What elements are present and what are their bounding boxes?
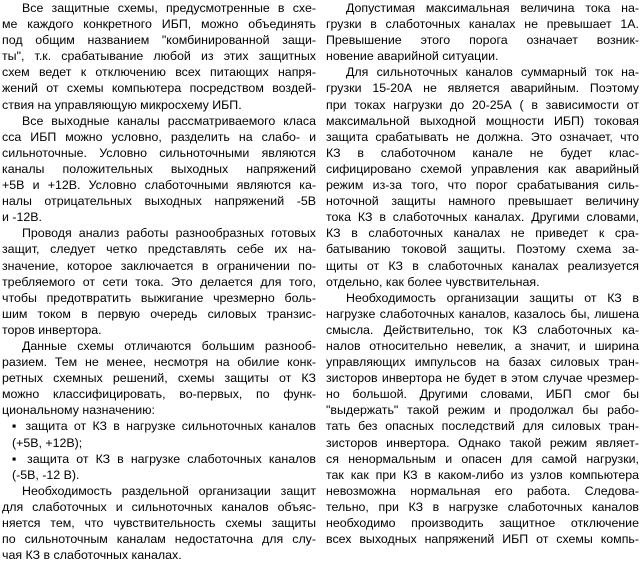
text-line: сса ИБП можно условно, разделить на слабо- и (2, 129, 316, 144)
text-line: чтобы предотвратить выжигание чрезмерно боль- (2, 290, 316, 305)
text-line: Необходимость организации защиты от КЗ в (346, 290, 639, 305)
text-line: ме каждого конкретного ИБП, можно объединять (2, 17, 316, 32)
text-line: сифицировано схемой управления как аварийный (326, 161, 639, 176)
text-line: но большой. Другими словами, ИБП смог бы (326, 387, 639, 402)
text-line: необходимо производить защитное отключение (326, 516, 639, 530)
text-line: Необходимость раздельной организации защит (22, 483, 316, 498)
text-line: ретных схемных решений, схемы защиты от КЗ (2, 371, 316, 386)
text-line: нагрузке слаботочных каналов, казалось бы, лишена (326, 306, 639, 321)
text-line: щиты от КЗ в слаботочных каналах реализуется (326, 258, 639, 273)
text-line: +5В и +12В. Условно слаботочными являются ка- (2, 178, 316, 193)
text-line: схем ведет к отключению всех питающих напря- (2, 65, 316, 80)
left-column (2, 0, 316, 563)
right-column (326, 0, 639, 547)
text-line: зисторов инвертора не будет в этом случае чрезмер- (326, 371, 639, 386)
text-line: максимальной выходной мощности ИБП) токовая (326, 113, 639, 128)
text-line: ся ненормальным и опасен для самой нагрузки, (326, 451, 639, 466)
text-line: управляющих импульсов на базах силовых тран- (326, 355, 639, 370)
text-line: можно классифицировать, во-первых, по функ- (2, 387, 316, 402)
text-line: жений от схемы компьютера посредством воздей- (2, 81, 316, 96)
text-line: торов инвертора. (2, 322, 102, 337)
text-line: сильноточные. Условно сильноточными являются (2, 145, 316, 160)
text-line: КЗ в слаботочном канале не будет клас- (326, 145, 639, 160)
text-line: "выдержать" такой режим и продолжал бы рабо- (326, 403, 639, 418)
text-line: так как при КЗ в каком-либо из узлов компьютера (326, 467, 639, 482)
text-line: режим из-за того, что порог срабатывания силь- (326, 178, 639, 193)
text-line: Для сильноточных каналов суммарный ток на- (346, 65, 639, 80)
text-line: КЗ в слаботочных каналах не приведет к сра- (326, 226, 639, 241)
text-line: налы отрицательных выходных напряжений -5В (2, 194, 316, 209)
text-line: ты", т.к. срабатывание любой из этих защитных (2, 49, 316, 64)
text-line: для слаботочных и сильноточных каналов объяс- (2, 499, 316, 514)
text-line: и -12В. (2, 210, 42, 225)
text-line: налов относительно невелик, а значит, и ширина (326, 338, 639, 353)
text-line: значение, которое заключается в ограничении по- (2, 258, 316, 273)
text-line: Данные схемы отличаются большим разнооб- (22, 338, 316, 353)
text-line: тать без опасных последствий для силовых тран- (326, 419, 639, 434)
text-line: под общим названием "комбинированной защи- (2, 33, 316, 48)
text-line: Превышение этого порога означает возник- (326, 33, 639, 48)
text-line: чая КЗ в слаботочных каналах. (2, 548, 182, 563)
text-line: Проводя анализ работы разнообразных готовых (22, 226, 316, 241)
text-line: защит, следует четко представлять себе их на- (2, 242, 316, 257)
text-line: новение аварийной ситуации. (326, 49, 499, 64)
text-line: всех выходных напряжений ИБП от схемы компь- (326, 532, 639, 547)
text-line: грузки 15-20А не является аварийным. Поэтому (326, 81, 639, 96)
text-line: защита срабатывать не должна. Это означает, что (326, 129, 639, 144)
text-line: батыванию токовой защиты. Поэтому схема за- (326, 242, 639, 257)
text-line: требляемого от сети тока. Это делается для того, (2, 274, 316, 289)
text-line: невозможна нормальная его работа. Следова- (326, 483, 639, 498)
text-line: ▪ защита от КЗ в нагрузке слаботочных каналов (12, 451, 316, 466)
text-line: (+5В, +12В); (12, 435, 83, 450)
text-line: тельно, при КЗ в нагрузке слаботочных каналов (326, 499, 639, 514)
text-line: циональному назначению: (2, 403, 155, 418)
text-line: каналы положительных выходных напряжений (2, 161, 316, 176)
text-line: няется тем, что чувствительность схемы защиты (2, 516, 316, 530)
text-line: смысла. Действительно, ток КЗ слаботочных ка- (326, 322, 639, 337)
text-line: шим током в первую очередь силовых транзис- (2, 306, 316, 321)
text-line: зисторов инвертора. Однако такой режим являет- (326, 435, 639, 450)
text-line: ▪ защита от КЗ в нагрузке сильноточных каналов (12, 419, 316, 434)
text-line: разием. Тем не менее, несмотря на обилие конк- (2, 355, 316, 370)
text-line: тока КЗ в слаботочных каналах. Другими словами, (326, 210, 639, 225)
text-line: грузки в слаботочных каналах не превышает 1А. (326, 17, 639, 32)
text-line: ноточной защиты намного превышает величину (326, 194, 639, 209)
text-line: по сильноточным каналам недостаточна для слу- (2, 532, 316, 547)
text-line: Все защитные схемы, предусмотренные в схе- (22, 1, 316, 15)
text-line: отдельно, как более чувствительная. (326, 274, 540, 289)
text-line: при токах нагрузки до 20-25А ( в зависимости от (326, 97, 639, 112)
text-line: Все выходные каналы рассматриваемого класа (22, 113, 316, 128)
text-line: ствия на управляющую микросхему ИБП. (2, 97, 242, 112)
text-line: (-5В, -12 В). (12, 467, 80, 482)
text-line: Допустимая максимальная величина тока на- (346, 1, 639, 15)
